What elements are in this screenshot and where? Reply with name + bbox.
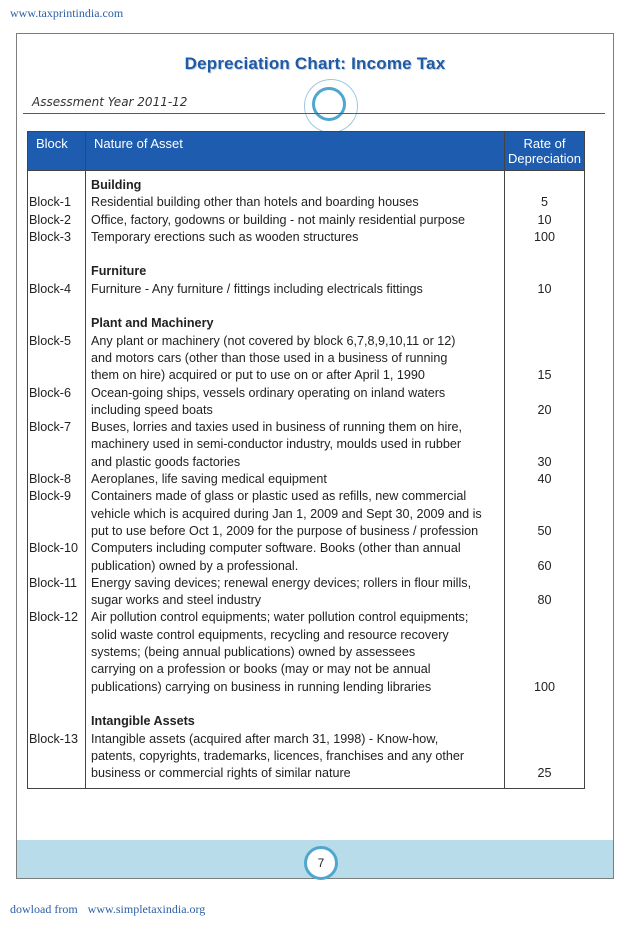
- nature-cell: machinery used in semi-conductor industry, moulds used in rubber: [91, 437, 462, 452]
- block-cell: Block-6: [29, 385, 71, 400]
- block-cell: [28, 523, 85, 540]
- block-cell: [28, 679, 85, 696]
- block-cell: Block-9: [29, 489, 71, 504]
- nature-cell: them on hire) acquired or put to use on or after April 1, 1990: [91, 368, 425, 383]
- block-cell: Block-8: [29, 472, 71, 487]
- rate-cell: [505, 350, 584, 367]
- block-cell: Block-7: [29, 420, 71, 435]
- nature-cell: Office, factory, godowns or building - not mainly residential purpose: [91, 212, 466, 227]
- rate-cell: [505, 488, 584, 505]
- nature-cell: carrying on a profession or books (may or may not be annual: [91, 662, 431, 677]
- nature-cell: Temporary erections such as wooden structures: [91, 229, 359, 244]
- assessment-year: Assessment Year 2011-12: [32, 95, 188, 109]
- nature-cell: Any plant or machinery (not covered by block 6,7,8,9,10,11 or 12): [91, 333, 456, 348]
- rate-cell: 50: [537, 523, 552, 538]
- nature-cell: [86, 298, 504, 315]
- nature-cell: and motors cars (other than those used in a business of running: [91, 350, 448, 365]
- nature-cell: Computers including computer software. Books (other than annual: [91, 541, 461, 556]
- header-rate: [505, 132, 585, 171]
- rate-cell: [505, 696, 584, 713]
- block-cell: Block-2: [29, 212, 71, 227]
- rate-cell: [505, 644, 584, 661]
- nature-cell: Energy saving devices; renewal energy devices; rollers in flour mills,: [91, 575, 472, 590]
- block-cell: Block-4: [29, 281, 71, 296]
- section-heading: Plant and Machinery: [91, 316, 214, 331]
- rate-cell: [505, 263, 584, 280]
- header-block: Block: [28, 132, 86, 171]
- rate-cell: [505, 419, 584, 436]
- nature-cell: including speed boats: [91, 402, 213, 417]
- rate-cell: 100: [533, 229, 555, 244]
- rate-cell: [505, 713, 584, 730]
- block-cell: Block-13: [29, 731, 78, 746]
- block-cell: [28, 713, 85, 730]
- nature-cell: [86, 246, 504, 263]
- rate-cell: 30: [537, 454, 552, 469]
- block-cell: Block-11: [29, 575, 78, 590]
- rate-cell: 5: [540, 195, 548, 210]
- header-rate-line2: Depreciation: [508, 151, 581, 166]
- nature-cell: Containers made of glass or plastic used as refills, new commercial: [91, 489, 467, 504]
- rate-cell: [505, 436, 584, 453]
- rate-cell: 20: [537, 402, 552, 417]
- nature-cell: put to use before Oct 1, 2009 for the purpose of business / profession: [91, 523, 479, 538]
- footer-url[interactable]: www.simpletaxindia.org: [87, 902, 206, 916]
- nature-cell: Residential building other than hotels and boarding houses: [91, 195, 419, 210]
- nature-cell: patents, copyrights, trademarks, licences, franchises and any other: [91, 748, 465, 763]
- nature-cell: and plastic goods factories: [91, 454, 241, 469]
- rate-column: [505, 171, 585, 789]
- block-cell: [28, 402, 85, 419]
- block-cell: Block-10: [29, 541, 78, 556]
- rate-cell: 25: [537, 766, 552, 781]
- block-cell: [28, 592, 85, 609]
- section-heading: Furniture: [91, 264, 147, 279]
- block-cell: [28, 748, 85, 765]
- nature-cell: business or commercial rights of similar nature: [91, 766, 351, 781]
- block-cell: Block-1: [29, 195, 71, 210]
- nature-cell: systems; (being annual publications) owned by assessees: [91, 645, 416, 660]
- rate-cell: 15: [537, 368, 552, 383]
- rate-cell: 10: [537, 281, 552, 296]
- page-title: Depreciation Chart: Income Tax: [184, 54, 446, 73]
- nature-cell: Air pollution control equipments; water pollution control equipments;: [91, 610, 469, 625]
- block-cell: [28, 765, 85, 782]
- block-cell: [28, 661, 85, 678]
- block-cell: [28, 246, 85, 263]
- block-cell: [28, 696, 85, 713]
- nature-cell: Intangible assets (acquired after march 31, 1998) - Know-how,: [91, 731, 439, 746]
- divider: [23, 113, 605, 114]
- block-cell: [28, 627, 85, 644]
- nature-cell: publications) carrying on business in running lending libraries: [91, 679, 432, 694]
- rate-cell: 10: [537, 212, 552, 227]
- block-cell: [28, 263, 85, 280]
- nature-cell: sugar works and steel industry: [91, 593, 262, 608]
- nature-cell: Furniture - Any furniture / fittings including electricals fittings: [91, 281, 423, 296]
- block-cell: Block-5: [29, 333, 71, 348]
- block-cell: Block-12: [29, 610, 78, 625]
- rate-cell: 80: [537, 593, 552, 608]
- rate-cell: [505, 748, 584, 765]
- rate-cell: [505, 609, 584, 626]
- decorative-circle-icon: [305, 80, 357, 132]
- block-cell: [28, 558, 85, 575]
- rate-cell: [505, 627, 584, 644]
- table-body-row: [28, 171, 585, 789]
- rate-cell: [505, 298, 584, 315]
- rate-cell: [505, 506, 584, 523]
- footer-link: [10, 902, 215, 917]
- nature-cell: [86, 696, 504, 713]
- rate-cell: 100: [533, 679, 555, 694]
- nature-cell: vehicle which is acquired during Jan 1, 2009 and Sept 30, 2009 and is: [91, 506, 482, 521]
- block-cell: [28, 506, 85, 523]
- block-cell: Block-3: [29, 229, 71, 244]
- rate-cell: [505, 575, 584, 592]
- rate-cell: 40: [537, 472, 552, 487]
- rate-cell: [505, 540, 584, 557]
- nature-cell: solid waste control equipments, recycling and resource recovery: [91, 627, 449, 642]
- block-cell: [28, 177, 85, 194]
- nature-cell: Aeroplanes, life saving medical equipment: [91, 472, 327, 487]
- rate-cell: [505, 385, 584, 402]
- rate-cell: [505, 731, 584, 748]
- header-nature: Nature of Asset: [86, 132, 505, 171]
- rate-cell: [505, 177, 584, 194]
- rate-cell: [505, 661, 584, 678]
- header-link[interactable]: www.taxprintindia.com: [10, 6, 124, 20]
- nature-cell: publication) owned by a professional.: [91, 558, 299, 573]
- block-cell: [28, 644, 85, 661]
- block-cell: [28, 436, 85, 453]
- section-heading: Building: [91, 178, 142, 192]
- block-cell: [28, 367, 85, 384]
- rate-cell: [505, 315, 584, 332]
- block-cell: [28, 454, 85, 471]
- block-cell: [28, 315, 85, 332]
- block-cell: [28, 350, 85, 367]
- nature-column: [86, 171, 505, 789]
- nature-cell: Buses, lorries and taxies used in business of running them on hire,: [91, 420, 463, 435]
- header-rate-line1: Rate of: [523, 136, 566, 151]
- rate-cell: 60: [537, 558, 552, 573]
- block-cell: [28, 298, 85, 315]
- page-number: 7: [304, 846, 338, 880]
- block-column: [28, 171, 86, 789]
- section-heading: Intangible Assets: [91, 714, 195, 729]
- depreciation-table: [27, 131, 585, 789]
- footer-prefix: dowload from: [10, 902, 78, 916]
- rate-cell: [505, 246, 584, 263]
- table-header-row: [28, 132, 585, 171]
- rate-cell: [505, 333, 584, 350]
- nature-cell: Ocean-going ships, vessels ordinary operating on inland waters: [91, 385, 446, 400]
